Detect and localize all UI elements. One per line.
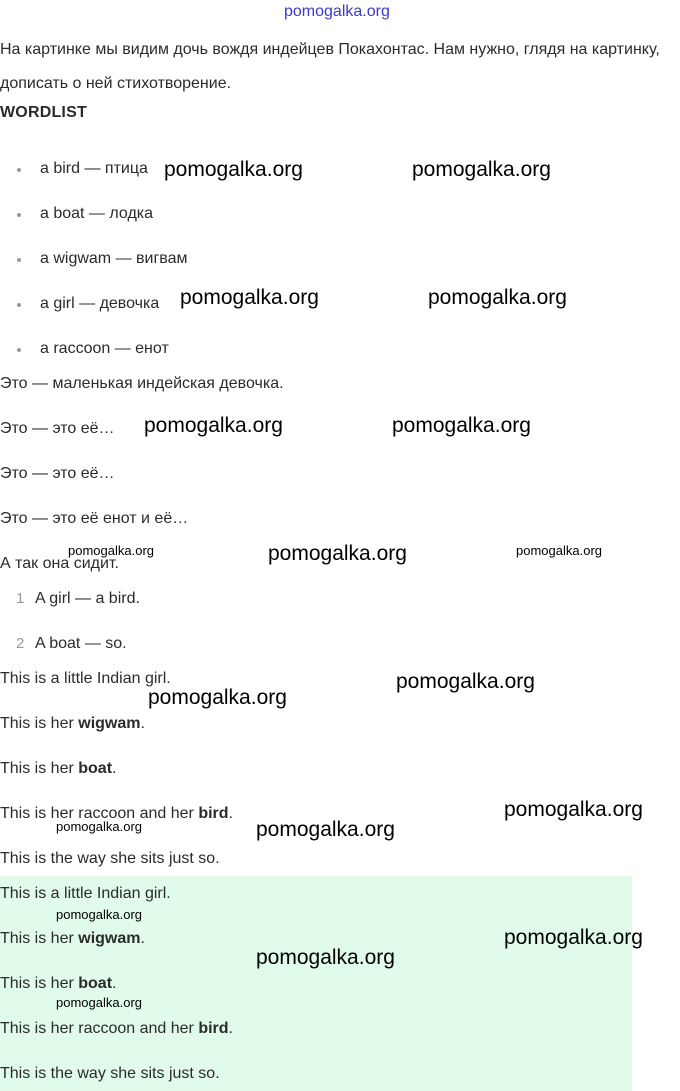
list-number: 1: [16, 590, 25, 607]
bold-word: boat: [78, 975, 113, 992]
russian-line: Это — это её…: [0, 465, 115, 482]
bold-word: wigwam: [78, 715, 141, 732]
bullet-icon: [17, 303, 21, 307]
watermark: pomogalka.org: [504, 798, 643, 821]
watermark: pomogalka.org: [428, 286, 567, 309]
watermark: pomogalka.org: [396, 670, 535, 693]
poem-line: This is her raccoon and her bird.: [0, 805, 233, 822]
watermark: pomogalka.org: [412, 158, 551, 181]
poem-line: This is the way she sits just so.: [0, 1065, 220, 1082]
numbered-item: A girl — a bird.: [35, 590, 140, 607]
poem-line: This is a little Indian girl.: [0, 885, 171, 902]
watermark: pomogalka.org: [148, 686, 287, 709]
bold-word: bird: [198, 805, 229, 822]
watermark: pomogalka.org: [56, 995, 142, 1010]
watermark: pomogalka.org: [144, 414, 283, 437]
watermark: pomogalka.org: [516, 543, 602, 558]
list-item: a bird — птица: [40, 160, 148, 177]
russian-line: Это — маленькая индейская девочка.: [0, 375, 284, 392]
bold-word: wigwam: [78, 930, 141, 947]
watermark: pomogalka.org: [164, 158, 303, 181]
watermark: pomogalka.org: [268, 542, 407, 565]
numbered-item: A boat — so.: [35, 635, 127, 652]
russian-line: Это — это её…: [0, 420, 115, 437]
watermark: pomogalka.org: [180, 286, 319, 309]
poem-line: This is a little Indian girl.: [0, 670, 171, 687]
watermark: pomogalka.org: [68, 543, 154, 558]
list-item: a raccoon — енот: [40, 340, 169, 357]
poem-line: This is the way she sits just so.: [0, 850, 220, 867]
poem-line: This is her wigwam.: [0, 930, 145, 947]
watermark: pomogalka.org: [256, 818, 395, 841]
wordlist-heading: WORDLIST: [0, 104, 87, 121]
watermark: pomogalka.org: [256, 946, 395, 969]
bullet-icon: [17, 348, 21, 352]
watermark: pomogalka.org: [504, 926, 643, 949]
bullet-icon: [17, 213, 21, 217]
watermark: pomogalka.org: [392, 414, 531, 437]
poem-line: This is her boat.: [0, 975, 117, 992]
russian-line: Это — это её енот и её…: [0, 510, 189, 527]
intro-paragraph: На картинке мы видим дочь вождя индейцев Покахонтас. Нам нужно, глядя на картинку, дописать о ней стихотворение.: [0, 41, 660, 92]
watermark: pomogalka.org: [56, 907, 142, 922]
watermark: pomogalka.org: [56, 819, 142, 834]
list-number: 2: [16, 635, 25, 652]
bullet-icon: [17, 258, 21, 262]
russian-line: А так она сидит.: [0, 555, 119, 572]
poem-line: This is her boat.: [0, 760, 117, 777]
bold-word: bird: [198, 1020, 229, 1037]
list-item: a boat — лодка: [40, 205, 154, 222]
list-item: a girl — девочка: [40, 295, 160, 312]
poem-line: This is her wigwam.: [0, 715, 145, 732]
poem-line: This is her raccoon and her bird.: [0, 1020, 233, 1037]
list-item: a wigwam — вигвам: [40, 250, 188, 267]
bold-word: boat: [78, 760, 113, 777]
bullet-icon: [17, 168, 21, 172]
watermark-top: pomogalka.org: [284, 3, 390, 20]
